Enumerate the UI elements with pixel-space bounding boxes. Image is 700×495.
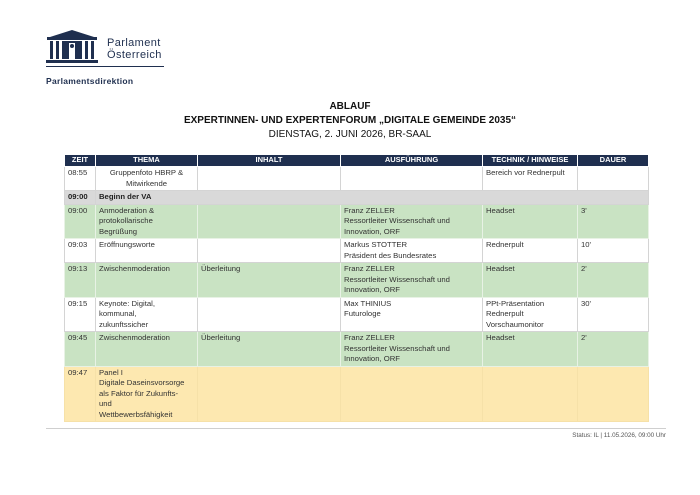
column-header-dauer: DAUER	[578, 155, 649, 167]
cell-thema: Gruppenfoto HBRP & Mitwirkende	[96, 167, 198, 191]
cell-dauer: 30'	[578, 297, 649, 332]
cell-inhalt	[198, 239, 341, 263]
cell-dauer: 10'	[578, 239, 649, 263]
column-header-ausfuehrung: AUSFÜHRUNG	[341, 155, 483, 167]
cell-dauer: 2'	[578, 263, 649, 298]
table-row	[65, 204, 649, 239]
section-row	[65, 191, 649, 205]
cell-ausfuehrung: Franz ZELLER Ressortleiter Wissenschaft und Innovation, ORF	[341, 332, 483, 367]
table-row	[65, 167, 649, 191]
event-date: DIENSTAG, 2. JUNI 2026, BR-SAAL	[268, 129, 432, 140]
agenda-table	[64, 154, 649, 422]
cell-technik: Headset	[483, 204, 578, 239]
table-row	[65, 332, 649, 367]
column-header-zeit: ZEIT	[65, 155, 96, 167]
column-header-technik: TECHNIK / HINWEISE	[483, 155, 578, 167]
cell-technik: Headset	[483, 332, 578, 367]
cell-ausfuehrung	[341, 366, 483, 422]
cell-inhalt	[198, 297, 341, 332]
cell-zeit: 09:03	[65, 239, 96, 263]
document-title: ABLAUF	[329, 101, 371, 112]
table-row	[65, 366, 649, 422]
cell-dauer: 3'	[578, 204, 649, 239]
cell-inhalt	[198, 167, 341, 191]
cell-dauer	[578, 366, 649, 422]
section-label: Beginn der VA	[96, 191, 649, 205]
organization-name	[107, 37, 162, 61]
parliament-logo-icon	[46, 29, 98, 63]
cell-zeit: 08:55	[65, 167, 96, 191]
cell-technik: Bereich vor Rednerpult	[483, 167, 578, 191]
org-name-line1: Parlament	[107, 37, 161, 49]
department-name: Parlamentsdirektion	[46, 76, 134, 86]
footer-divider	[46, 428, 666, 429]
cell-technik: Rednerpult	[483, 239, 578, 263]
cell-zeit: 09:45	[65, 332, 96, 367]
cell-ausfuehrung: Franz ZELLER Ressortleiter Wissenschaft und Innovation, ORF	[341, 204, 483, 239]
table-row	[65, 239, 649, 263]
cell-dauer: 2'	[578, 332, 649, 367]
cell-inhalt	[198, 204, 341, 239]
table-row	[65, 297, 649, 332]
cell-technik: PPt-Präsentation Rednerpult Vorschaumonitor	[483, 297, 578, 332]
table-header-row	[65, 155, 649, 167]
event-title: EXPERTINNEN- UND EXPERTENFORUM „DIGITALE GEMEINDE 2035“	[183, 115, 517, 126]
cell-inhalt: Überleitung	[198, 263, 341, 298]
cell-zeit: 09:15	[65, 297, 96, 332]
cell-ausfuehrung: Franz ZELLER Ressortleiter Wissenschaft und Innovation, ORF	[341, 263, 483, 298]
cell-zeit: 09:13	[65, 263, 96, 298]
cell-technik	[483, 366, 578, 422]
cell-inhalt	[198, 366, 341, 422]
cell-ausfuehrung: Max THINIUS Futurologe	[341, 297, 483, 332]
cell-dauer	[578, 167, 649, 191]
column-header-thema: THEMA	[96, 155, 198, 167]
cell-thema: Anmoderation & protokollarische Begrüßung	[96, 204, 198, 239]
org-name-line2: Österreich	[107, 49, 162, 61]
cell-ausfuehrung: Markus STOTTER Präsident des Bundesrates	[341, 239, 483, 263]
cell-technik: Headset	[483, 263, 578, 298]
cell-thema: Keynote: Digital, kommunal, zukunftssicher	[96, 297, 198, 332]
cell-zeit: 09:00	[65, 204, 96, 239]
cell-thema: Zwischenmoderation	[96, 263, 198, 298]
status-footer: Status: IL | 11.05.2026, 09:00 Uhr	[572, 432, 666, 439]
table-row	[65, 263, 649, 298]
cell-inhalt: Überleitung	[198, 332, 341, 367]
cell-thema: Eröffnungsworte	[96, 239, 198, 263]
cell-zeit: 09:47	[65, 366, 96, 422]
cell-thema: Panel I Digitale Daseinsvorsorge als Faktor für Zukunfts- und Wettbewerbsfähigkeit	[96, 366, 198, 422]
cell-zeit: 09:00	[65, 191, 96, 205]
cell-thema: Zwischenmoderation	[96, 332, 198, 367]
cell-ausfuehrung	[341, 167, 483, 191]
header-divider	[46, 66, 164, 67]
column-header-inhalt: INHALT	[198, 155, 341, 167]
